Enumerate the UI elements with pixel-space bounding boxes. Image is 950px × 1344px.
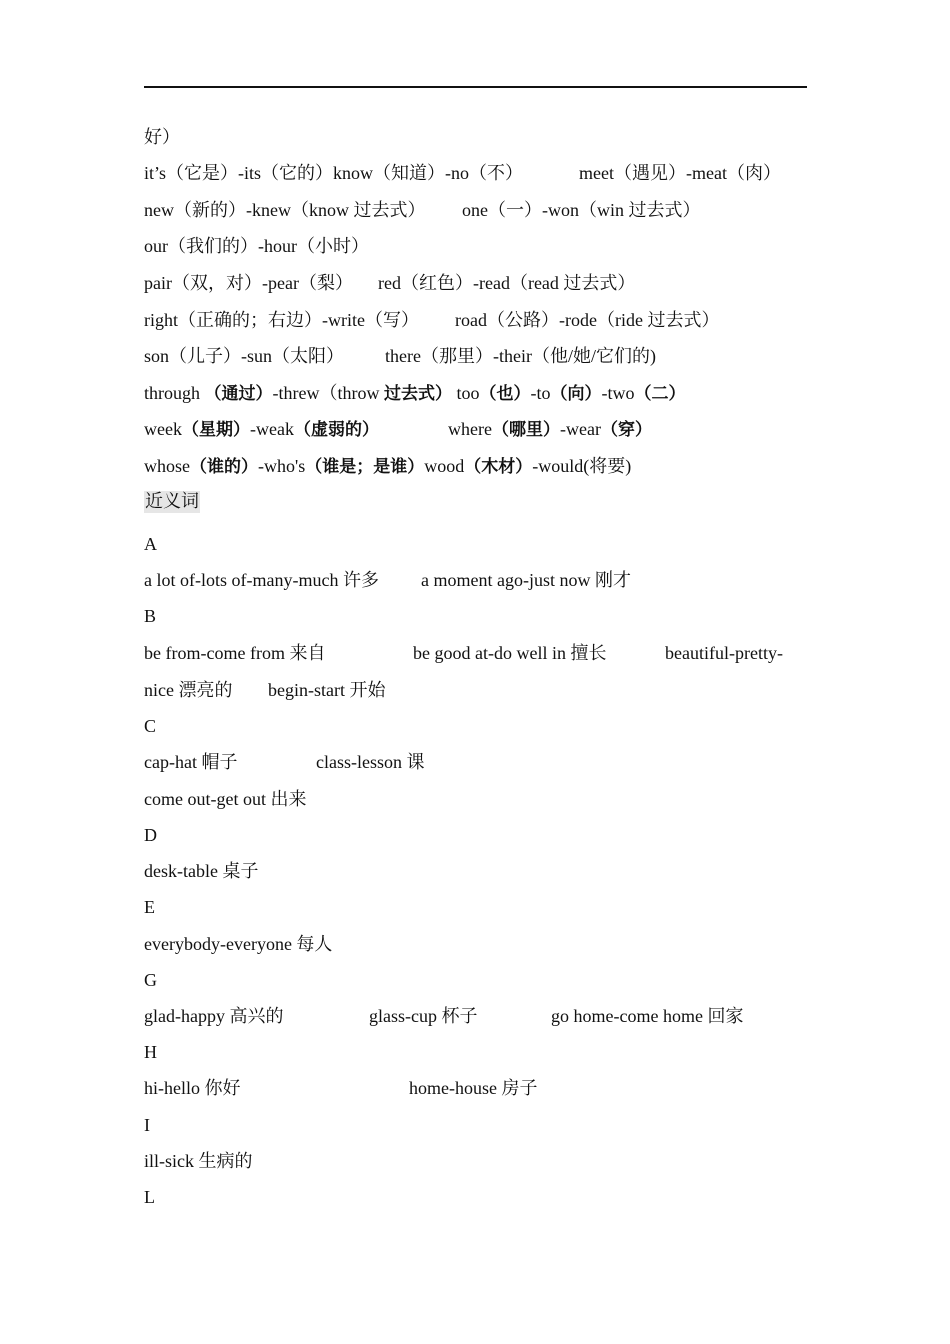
text-segment: begin-start 开始 [268,680,386,700]
text-segment: cap-hat 帽子 [144,752,238,772]
text-segment: a lot of-lots of-many-much 许多 [144,570,379,590]
text-segment: （木材） [464,457,533,477]
text-segment: hi-hello 你好 [144,1078,241,1098]
letter-heading: E [144,897,155,917]
text-segment: （通过） [204,384,273,404]
text-line [144,126,180,148]
text-segment: wood [424,456,465,476]
text-segment: （向） [550,384,602,404]
letter-heading: C [144,716,157,736]
text-segment: nice 漂亮的 [144,680,233,700]
text-segment: （星期） [181,420,250,440]
text-segment: （谁是；是谁） [305,457,425,477]
text-segment: -to [530,383,551,403]
text-segment: desk-table 桌子 [144,861,259,881]
text-segment: （虚弱的） [293,420,379,440]
text-segment: come out-get out 出来 [144,789,307,809]
text-segment: 好） [144,127,180,147]
text-segment: 过去式） [383,384,452,404]
text-line [144,860,258,882]
text-line [144,382,686,405]
text-segment: home-house 房子 [409,1078,538,1098]
letter-heading: H [144,1042,157,1062]
section-heading: 近义词 [145,491,199,512]
text-segment: （穿） [600,420,652,440]
text-segment: a moment ago-just now 刚才 [421,570,631,590]
text-line [144,1150,253,1172]
text-segment: there（那里）-their（他/她/它们的) [385,346,656,366]
text-line [144,788,306,810]
text-segment: be from-come from 来自 [144,643,326,663]
text-segment: red（红色）-read（read 过去式） [378,273,636,293]
letter-heading: D [144,825,157,845]
letter-heading: I [144,1115,150,1135]
text-segment: new（新的）-knew（know 过去式） [144,200,426,220]
text-segment: week [144,419,182,439]
text-segment: one（一）-won（win 过去式） [462,200,701,220]
text-segment: through [144,383,205,403]
letter-heading: G [144,970,157,990]
text-segment: class-lesson 课 [316,752,425,772]
text-segment: ill-sick 生病的 [144,1151,253,1171]
text-segment: meet（遇见）-meat（肉） [579,163,781,183]
text-segment: beautiful-pretty- [665,643,783,663]
text-segment: glass-cup 杯子 [369,1006,478,1026]
text-segment: son（儿子）-sun（太阳） [144,346,345,366]
text-line [144,455,631,478]
letter-heading: A [144,534,157,554]
text-segment: （也） [479,384,531,404]
text-segment: -who's [258,456,306,476]
text-segment: whose [144,456,190,476]
text-line [144,933,332,955]
text-segment: -threw（throw [272,383,384,403]
text-segment: -wear [559,419,601,439]
text-segment: where [448,419,492,439]
text-segment: （谁的） [190,457,258,477]
text-segment: pair（双，对）-pear（梨） [144,273,353,293]
text-segment: （哪里） [491,420,560,440]
text-segment: right（正确的；右边）-write（写） [144,310,419,330]
letter-heading: B [144,606,157,626]
text-segment: too [451,383,480,403]
text-segment: road（公路）-rode（ride 过去式） [455,310,720,330]
text-segment: -would(将要) [532,456,632,476]
text-segment: -two [601,383,635,403]
text-segment: -weak [249,419,294,439]
text-line [144,235,369,257]
text-segment: our（我们的）-hour（小时） [144,236,369,256]
letter-heading: L [144,1187,155,1207]
text-segment: go home-come home 回家 [551,1006,744,1026]
text-segment: （二） [634,384,686,404]
text-segment: glad-happy 高兴的 [144,1006,284,1026]
text-segment: everybody-everyone 每人 [144,934,333,954]
header-rule [144,86,807,88]
text-segment: it’s（它是）-its（它的）know（知道）-no（不） [144,163,524,183]
text-segment: be good at-do well in 擅长 [413,643,607,663]
